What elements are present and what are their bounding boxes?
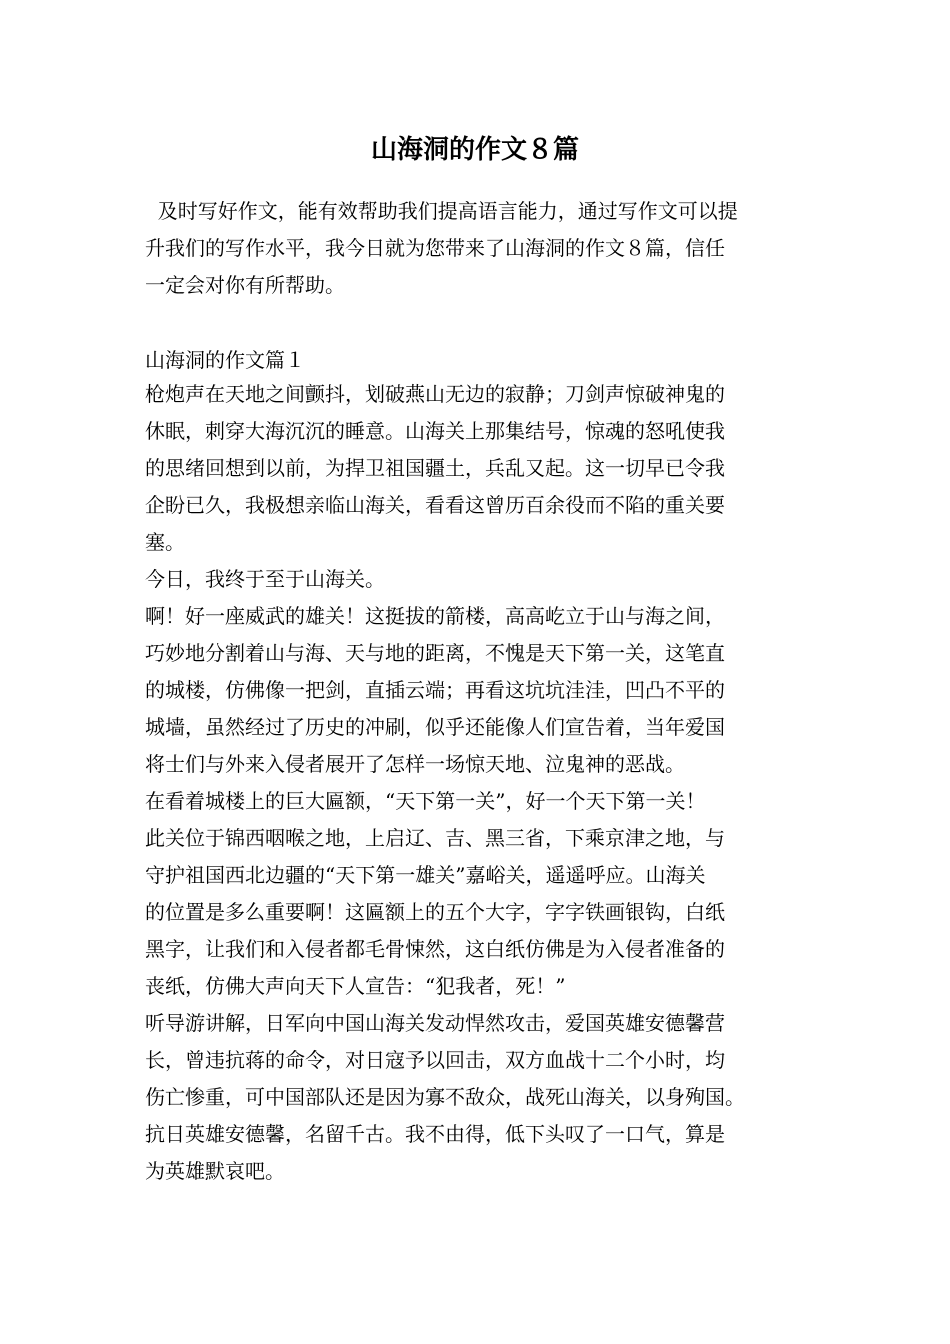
paragraph-line: 巧妙地分割着山与海、天与地的距离，不愧是天下第一关，这笔直	[145, 641, 725, 665]
paragraph-line: 丧纸，仿佛大声向天下人宣告：“犯我者，死！”	[145, 974, 566, 998]
paragraph-line: 长，曾违抗蒋的命令，对日寇予以回击，双方血战十二个小时，均	[145, 1048, 725, 1072]
paragraph-line: 伤亡惨重，可中国部队还是因为寡不敌众，战死山海关，以身殉国。	[145, 1085, 745, 1109]
essay-body	[145, 376, 809, 1190]
document-title: 山海洞的作文８篇	[370, 135, 579, 165]
paragraph-line: 休眠，刺穿大海沉沉的睡意。山海关上那集结号，惊魂的怒吼使我	[145, 419, 725, 443]
paragraph-line: 企盼已久，我极想亲临山海关，看看这曾历百余役而不陷的重关要	[145, 493, 725, 517]
paragraph-line: 枪炮声在天地之间颤抖，划破燕山无边的寂静；刀剑声惊破神鬼的	[145, 382, 725, 406]
essay-paragraph	[145, 783, 809, 1005]
essay-paragraph	[145, 598, 809, 783]
intro-line: 及时写好作文，能有效帮助我们提高语言能力，通过写作文可以提	[145, 199, 738, 223]
intro-paragraph	[145, 193, 809, 304]
paragraph-line: 城墙，虽然经过了历史的冲刷，似乎还能像人们宣告着，当年爱国	[145, 715, 725, 739]
intro-line: 升我们的写作水平，我今日就为您带来了山海洞的作文８篇，信任	[145, 236, 725, 260]
paragraph-line: 抗日英雄安德馨，名留千古。我不由得，低下头叹了一口气，算是	[145, 1122, 725, 1146]
paragraph-line: 此关位于锦西咽喉之地，上启辽、吉、黑三省，下乘京津之地，与	[145, 826, 725, 850]
paragraph-line: 塞。	[145, 530, 185, 554]
section-heading: 山海洞的作文篇１	[145, 348, 305, 372]
paragraph-line: 守护祖国西北边疆的“天下第一雄关”嘉峪关，遥遥呼应。山海关	[145, 863, 706, 887]
paragraph-line: 听导游讲解，日军向中国山海关发动悍然攻击，爱国英雄安德馨营	[145, 1011, 725, 1035]
paragraph-line: 在看着城楼上的巨大匾额，“天下第一关”，好一个天下第一关！	[145, 789, 706, 813]
paragraph-line: 的位置是多么重要啊！这匾额上的五个大字，字字铁画银钩，白纸	[145, 900, 725, 924]
paragraph-line: 今日，我终于至于山海关。	[145, 567, 385, 591]
essay-paragraph	[145, 376, 809, 561]
essay-paragraph	[145, 561, 809, 598]
essay-paragraph	[145, 1005, 809, 1190]
intro-line: 一定会对你有所帮助。	[145, 273, 345, 297]
paragraph-line: 啊！好一座威武的雄关！这挺拔的箭楼，高高屹立于山与海之间，	[145, 604, 725, 628]
paragraph-line: 黑字，让我们和入侵者都毛骨悚然，这白纸仿佛是为入侵者准备的	[145, 937, 725, 961]
paragraph-line: 将士们与外来入侵者展开了怎样一场惊天地、泣鬼神的恶战。	[145, 752, 685, 776]
paragraph-line: 的思绪回想到以前，为捍卫祖国疆土，兵乱又起。这一切早已令我	[145, 456, 725, 480]
paragraph-line: 的城楼，仿佛像一把剑，直插云端；再看这坑坑洼洼，凹凸不平的	[145, 678, 725, 702]
paragraph-line: 为英雄默哀吧。	[145, 1159, 285, 1183]
